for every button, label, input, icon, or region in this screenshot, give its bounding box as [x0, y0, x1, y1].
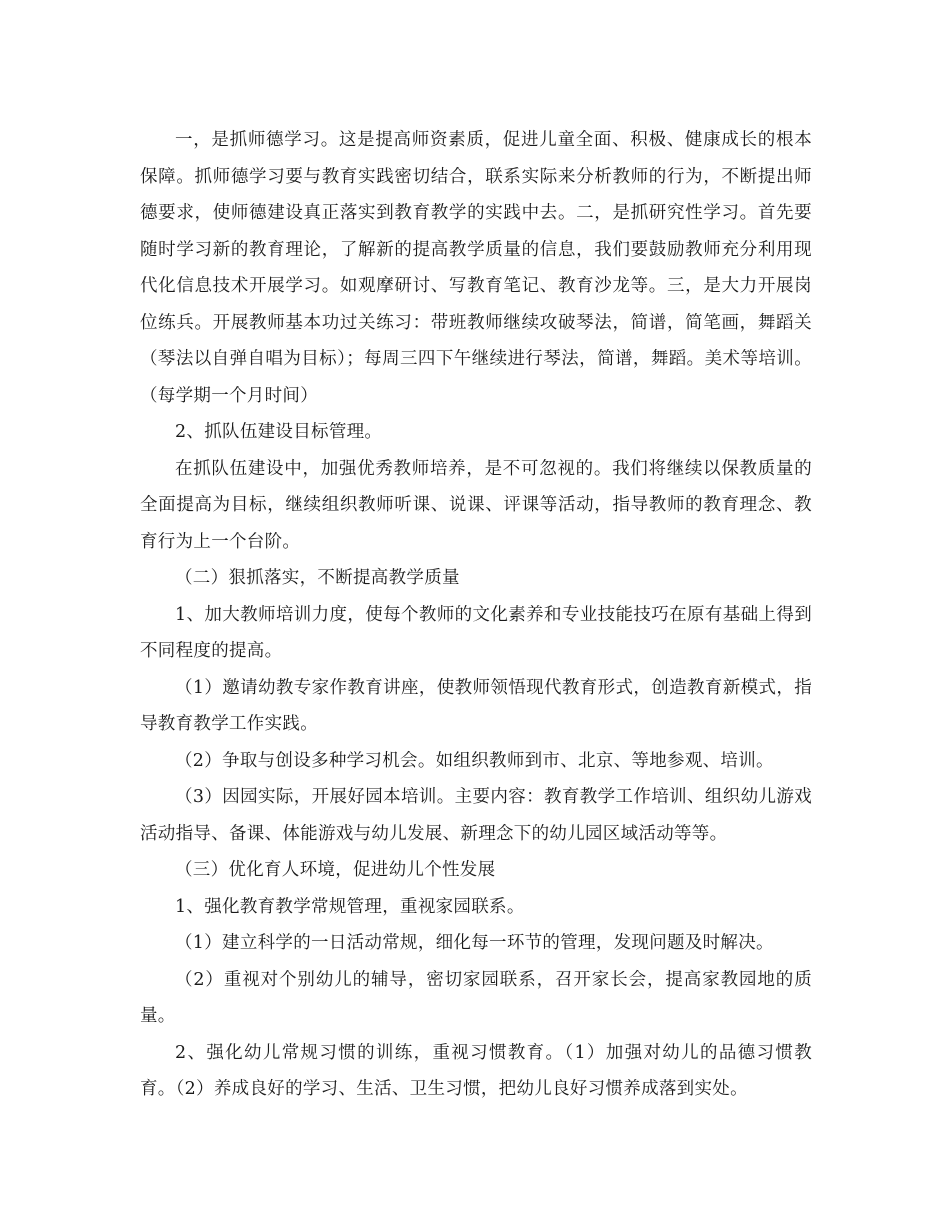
section-heading-teaching-quality: （二）狠抓落实，不断提高教学质量 [175, 568, 460, 588]
paragraph-daily-routine: （1）建立科学的一日活动常规，细化每一环节的管理，发现问题及时解决。 [175, 933, 774, 953]
paragraph-habit-education: 2、强化幼儿常规习惯的训练，重视习惯教育。（1）加强对幼儿的品德习惯教育。（2）养成良好的学习、生活、卫生习惯，把幼儿良好习惯养成落到实处。 [140, 1042, 812, 1099]
paragraph-individual-guidance: （2）重视对个别幼儿的辅导，密切家园联系，召开家长会，提高家教园地的质量。 [140, 969, 812, 1026]
paragraph-teacher-ethics: 一，是抓师德学习。这是提高师资素质，促进儿童全面、积极、健康成长的根本保障。抓师德学习要与教育实践密切结合，联系实际来分析教师的行为，不断提出师德要求，使师德建设真正落实到教育教学的实践中去。二，是抓研究性学习。首先要随时学习新的教育理论，了解新的提高教学质量的信息，我们要鼓励教师充分利用现代化信息技术开展学习。如观摩研讨、写教育笔记、教育沙龙等。三，是大力开展岗位练兵。开展教师基本功过关练习：带班教师继续攻破琴法，简谱，简笔画，舞蹈关（琴法以自弹自唱为目标）；每周三四下午继续进行琴法，简谱，舞蹈。美术等培训。（每学期一个月时间） [140, 130, 812, 406]
paragraph-school-based-training: （3）因园实际，开展好园本培训。主要内容：教育教学工作培训、组织幼儿游戏活动指导、备课、体能游戏与幼儿发展、新理念下的幼儿园区域活动等等。 [140, 787, 812, 844]
document-body [140, 122, 812, 1108]
paragraph-expert-lectures: （1）邀请幼教专家作教育讲座，使教师领悟现代教育形式，创造教育新模式，指导教育教学工作实践。 [140, 677, 812, 734]
paragraph-team-building: 在抓队伍建设中，加强优秀教师培养，是不可忽视的。我们将继续以保教质量的全面提高为目标，继续组织教师听课、说课、评课等活动，指导教师的教育理念、教育行为上一个台阶。 [140, 458, 812, 552]
paragraph-team-goal-heading: 2、抓队伍建设目标管理。 [175, 422, 383, 442]
paragraph-learning-opportunities: （2）争取与创设多种学习机会。如组织教师到市、北京、等地参观、培训。 [175, 750, 774, 771]
paragraph-teacher-training: 1、加大教师培训力度，使每个教师的文化素养和专业技能技巧在原有基础上得到不同程度的提高。 [140, 604, 812, 661]
paragraph-routine-management: 1、强化教育教学常规管理，重视家园联系。 [175, 896, 525, 917]
section-heading-environment: （三）优化育人环境，促进幼儿个性发展 [175, 860, 496, 880]
